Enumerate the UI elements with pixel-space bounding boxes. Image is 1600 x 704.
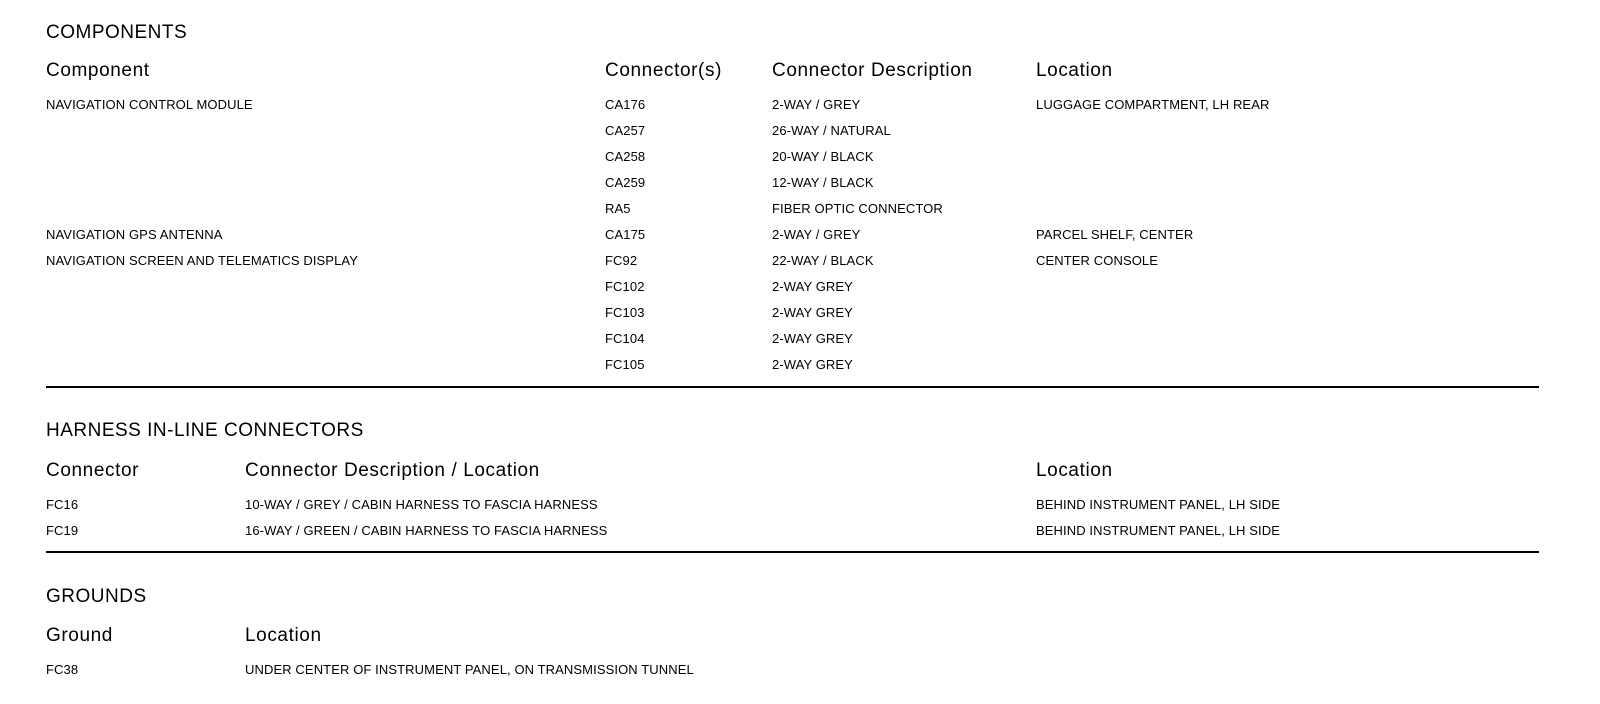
connector-description: 26-WAY / NATURAL	[772, 123, 891, 138]
component-name: NAVIGATION SCREEN AND TELEMATICS DISPLAY	[46, 253, 358, 268]
connector-id: CA259	[605, 175, 646, 190]
components-section-title: COMPONENTS	[46, 22, 188, 43]
grounds-section-title: GROUNDS	[46, 586, 147, 607]
connector-id: CA175	[605, 227, 646, 242]
connector-id: FC92	[605, 253, 638, 268]
connector-id: CA258	[605, 149, 646, 164]
connector-description: FIBER OPTIC CONNECTOR	[772, 201, 943, 216]
connector-id: FC103	[605, 305, 645, 320]
connector-description: 2-WAY GREY	[772, 357, 853, 372]
connector-id: FC105	[605, 357, 645, 372]
grounds-header-ground: Ground	[46, 625, 113, 646]
connector-id: RA5	[605, 201, 631, 216]
connector-id: CA257	[605, 123, 646, 138]
connector-id: FC104	[605, 331, 645, 346]
ground-location: UNDER CENTER OF INSTRUMENT PANEL, ON TRANSMISSION TUNNEL	[245, 662, 694, 677]
connector-description: 22-WAY / BLACK	[772, 253, 874, 268]
section-divider	[46, 386, 1539, 388]
harness-header-location: Location	[1036, 460, 1113, 481]
grounds-header-location: Location	[245, 625, 322, 646]
connector-location: BEHIND INSTRUMENT PANEL, LH SIDE	[1036, 523, 1280, 538]
connector-description: 10-WAY / GREY / CABIN HARNESS TO FASCIA HARNESS	[245, 497, 598, 512]
components-header-description: Connector Description	[772, 60, 973, 81]
harness-header-description: Connector Description / Location	[245, 460, 540, 481]
connector-description: 2-WAY / GREY	[772, 227, 861, 242]
component-name: NAVIGATION CONTROL MODULE	[46, 97, 253, 112]
connector-id: CA176	[605, 97, 646, 112]
connector-id: FC16	[46, 497, 79, 512]
components-header-component: Component	[46, 60, 150, 81]
connector-description: 2-WAY GREY	[772, 305, 853, 320]
ground-id: FC38	[46, 662, 79, 677]
harness-header-connector: Connector	[46, 460, 140, 481]
connector-id: FC102	[605, 279, 645, 294]
section-divider	[46, 551, 1539, 553]
component-location: PARCEL SHELF, CENTER	[1036, 227, 1194, 242]
connector-id: FC19	[46, 523, 79, 538]
connector-description: 20-WAY / BLACK	[772, 149, 874, 164]
connector-description: 12-WAY / BLACK	[772, 175, 874, 190]
connector-description: 16-WAY / GREEN / CABIN HARNESS TO FASCIA HARNESS	[245, 523, 608, 538]
connector-description: 2-WAY GREY	[772, 279, 853, 294]
connector-location: BEHIND INSTRUMENT PANEL, LH SIDE	[1036, 497, 1280, 512]
component-location: LUGGAGE COMPARTMENT, LH REAR	[1036, 97, 1270, 112]
components-header-location: Location	[1036, 60, 1113, 81]
connector-description: 2-WAY GREY	[772, 331, 853, 346]
component-name: NAVIGATION GPS ANTENNA	[46, 227, 223, 242]
harness-section-title: HARNESS IN-LINE CONNECTORS	[46, 420, 364, 441]
component-location: CENTER CONSOLE	[1036, 253, 1159, 268]
connector-description: 2-WAY / GREY	[772, 97, 861, 112]
components-header-connectors: Connector(s)	[605, 60, 723, 81]
